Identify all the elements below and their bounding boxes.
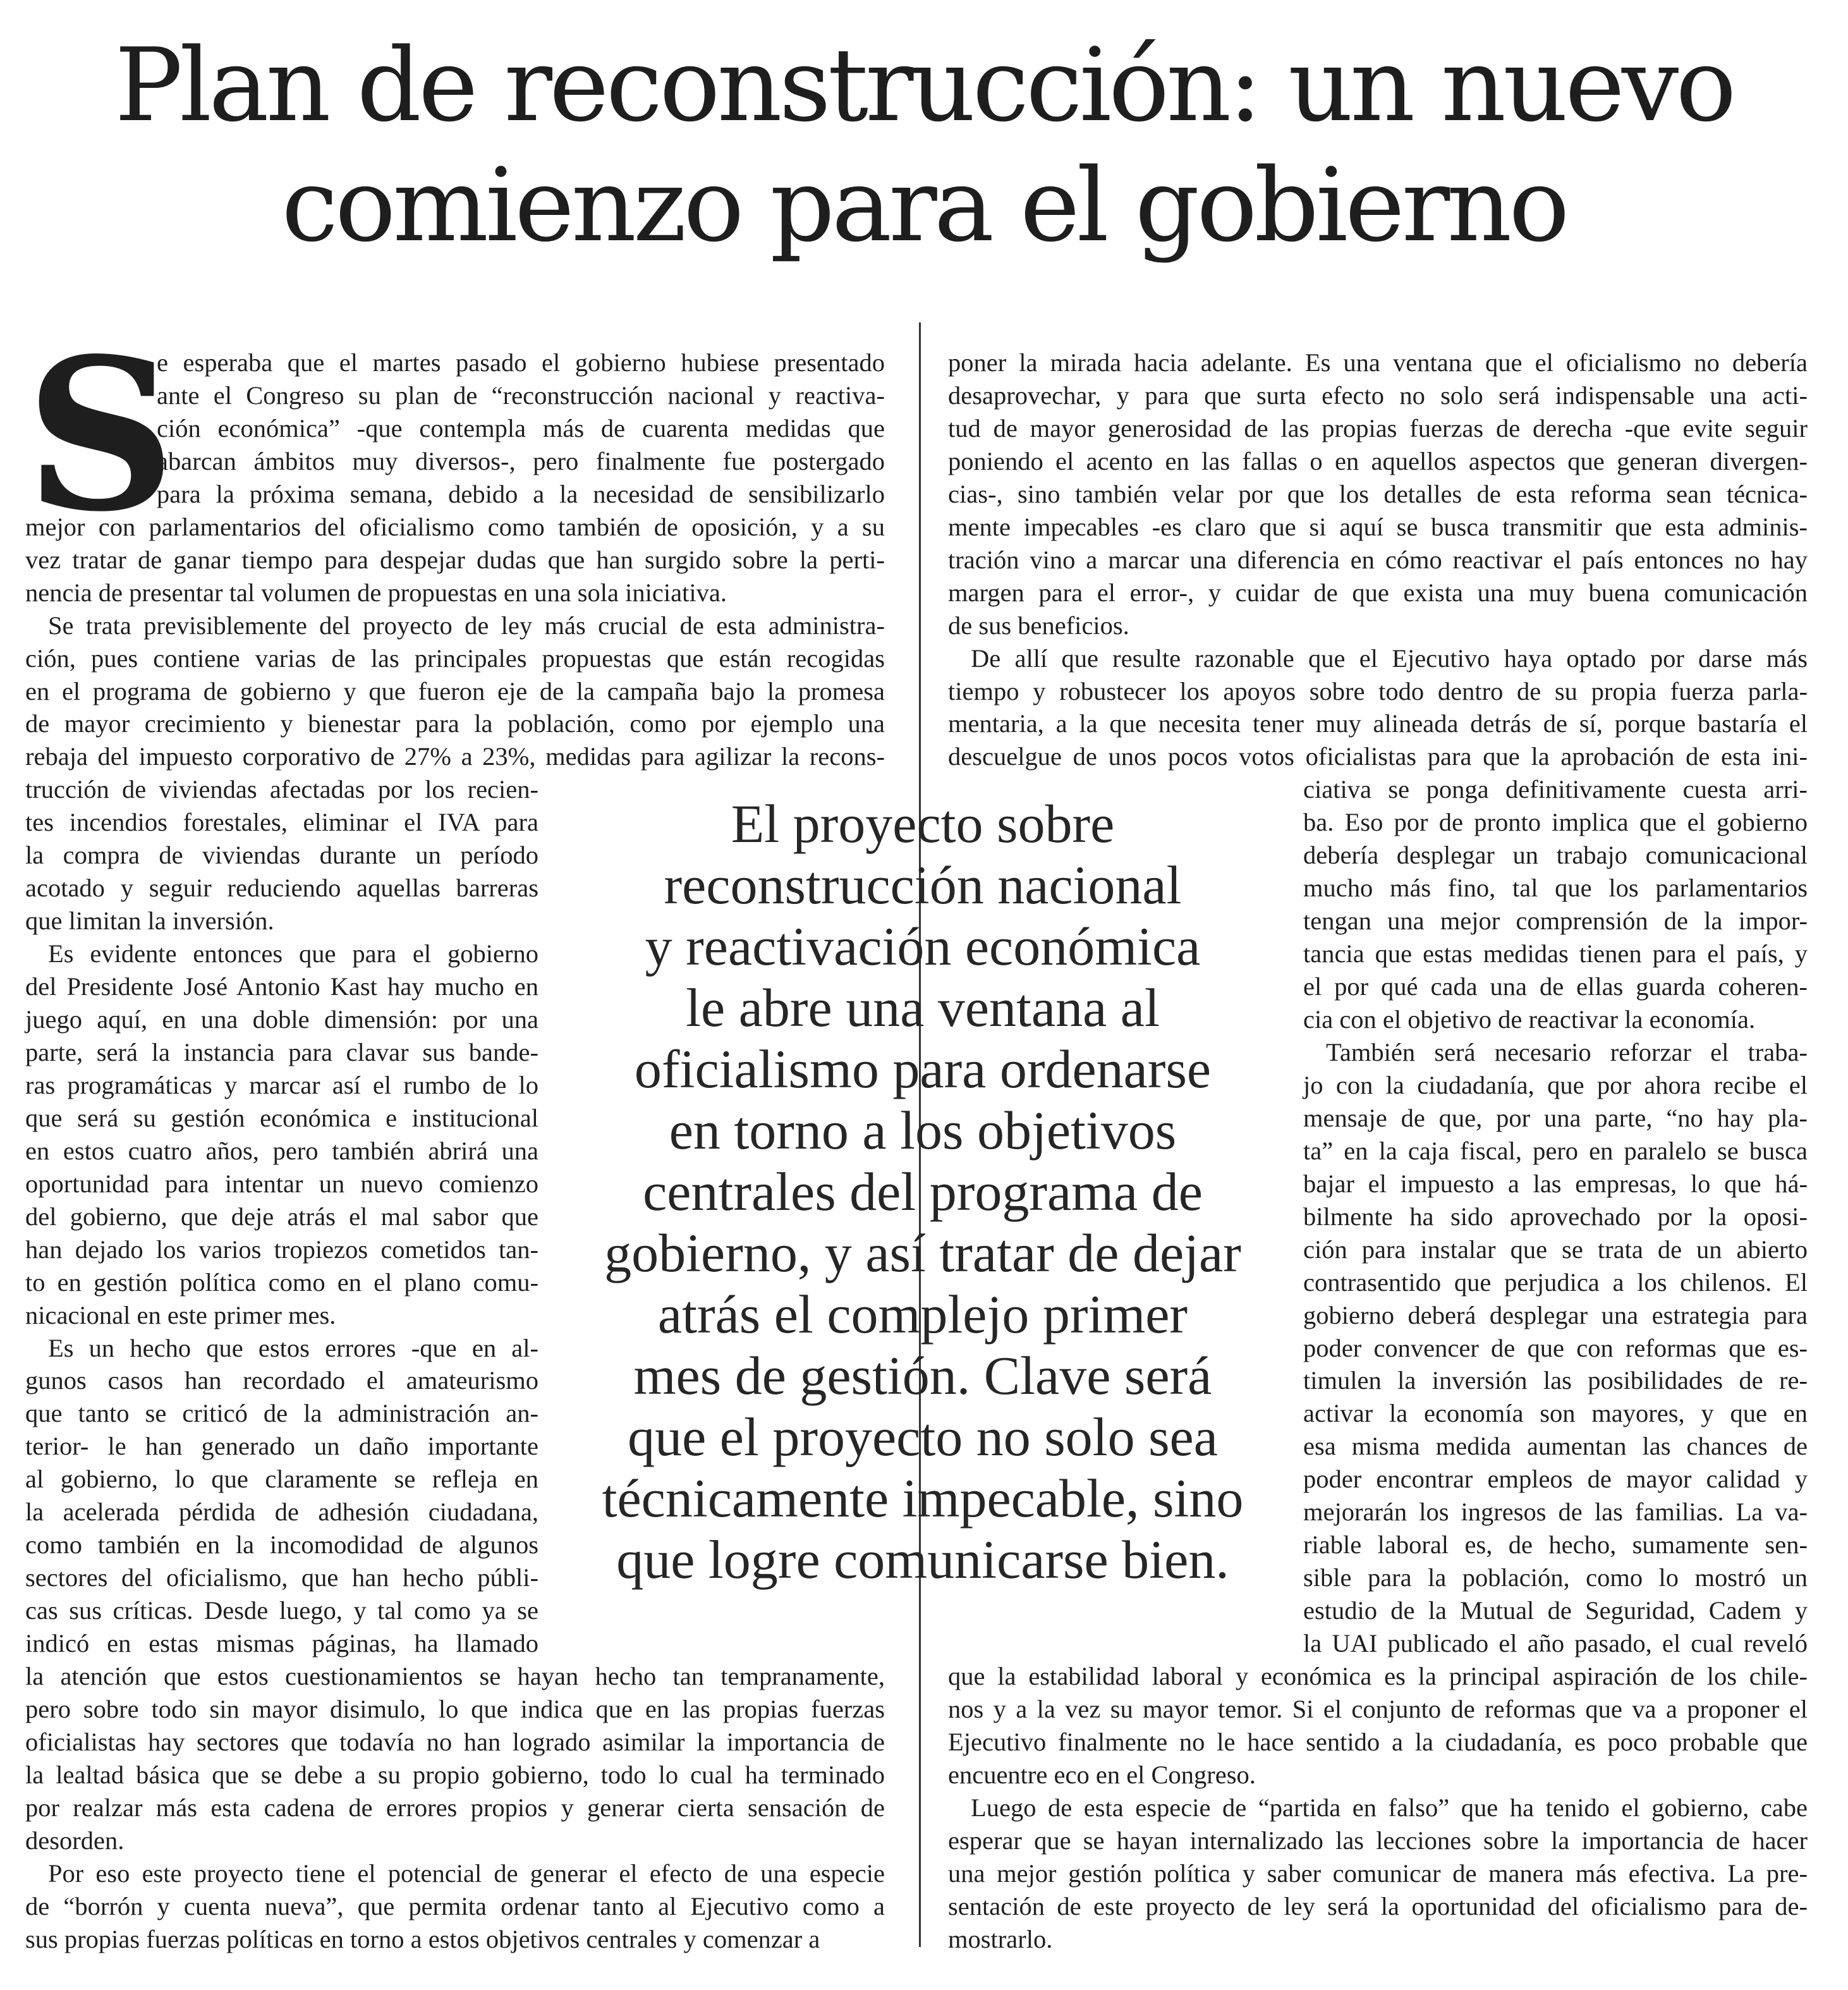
body-text-line: estudio de la Mutual de Seguridad, Cadem y xyxy=(1303,1596,1808,1625)
pull-quote-line: le abre una ventana al xyxy=(686,977,1160,1038)
body-text-line: jo con la ciudadanía, que por ahora recibe el xyxy=(1303,1070,1808,1099)
body-text-line: del Presidente José Antonio Kast hay mucho en xyxy=(25,972,538,1001)
body-text-line: mente impecables -es claro que si aquí se busca transmitir que esta adminis- xyxy=(948,512,1808,541)
body-text-line: pero sobre todo sin mayor disimulo, lo que indica que en las propias fuerzas xyxy=(25,1694,885,1723)
pull-quote-line: reconstrucción nacional xyxy=(664,855,1182,915)
body-text-line: mucho más fino, tal que los parlamentarios xyxy=(1303,874,1808,903)
body-text-line: e esperaba que el martes pasado el gobierno hubiese presentado xyxy=(157,348,885,377)
body-text-line: ante el Congreso su plan de “reconstrucción nacional y reactiva- xyxy=(157,381,885,410)
body-text-line: riable laboral es, de hecho, sumamente sen- xyxy=(1303,1530,1808,1560)
body-text-line: De allí que resulte razonable que el Ejecutivo haya optado por darse más xyxy=(971,644,1808,673)
pull-quote-line: en torno a los objetivos xyxy=(669,1100,1177,1161)
body-text-line: debería desplegar un trabajo comunicacional xyxy=(1303,841,1808,870)
body-text-line: cias-, sino también velar por que los detalles de esta reforma sean técnica- xyxy=(948,479,1808,508)
body-text-line: ción, pues contiene varias de las principales propuestas que están recogidas xyxy=(25,644,885,673)
body-text-line: mejor con parlamentarios del oficialismo como también de oposición, y a su xyxy=(25,512,885,541)
body-text-line: ción para instalar que se trata de un abierto xyxy=(1303,1235,1808,1264)
body-text-line: en estos cuatro años, pero también abrirá una xyxy=(25,1136,538,1165)
pull-quote-line: técnicamente impecable, sino xyxy=(602,1468,1244,1529)
body-text-line: esa misma medida aumentan las chances de xyxy=(1303,1432,1808,1461)
body-text-line: ba. Eso por de pronto implica que el gobierno xyxy=(1303,808,1808,837)
body-text-line: mentaria, a la que necesita tener muy alineada detrás de sí, porque bastaría el xyxy=(948,709,1808,738)
body-text-line: de mayor crecimiento y bienestar para la población, como por ejemplo una xyxy=(25,709,885,738)
pull-quote-line: gobierno, y así tratar de dejar xyxy=(604,1223,1241,1283)
body-text-line: juego aquí, en una doble dimensión: por una xyxy=(25,1005,538,1034)
body-text-line: nencia de presentar tal volumen de propuestas en una sola iniciativa. xyxy=(25,578,727,607)
body-text-line: sentación de este proyecto de ley será la oportunidad del oficialismo para de- xyxy=(948,1891,1808,1920)
body-text-line: activar la economía son mayores, y que en xyxy=(1303,1399,1808,1428)
body-text-line: tración vino a marcar una diferencia en cómo reactivar el país entonces no hay xyxy=(948,545,1808,574)
pull-quote-line: y reactivación económica xyxy=(645,916,1201,977)
body-text-line: sible para la población, como lo mostró un xyxy=(1303,1563,1808,1592)
body-text-line: desaprovechar, y para que surta efecto no solo será indispensable una acti- xyxy=(948,381,1808,410)
body-text-line: vez tratar de ganar tiempo para despejar dudas que han surgido sobre la perti- xyxy=(25,545,885,574)
pull-quote-line: mes de gestión. Clave será xyxy=(633,1345,1212,1406)
pull-quote-line: El proyecto sobre xyxy=(731,793,1115,854)
body-text-line: tengan una mejor comprensión de la impor- xyxy=(1303,906,1808,936)
body-text-line: También será necesario reforzar el traba- xyxy=(1326,1037,1808,1066)
body-text-line: oficialistas hay sectores que todavía no han logrado asimilar la importancia de xyxy=(25,1727,885,1756)
body-text-line: tes incendios forestales, eliminar el IVA para xyxy=(25,808,538,837)
pull-quote-line: atrás el complejo primer xyxy=(657,1284,1188,1345)
body-text-line: Luego de esta especie de “partida en falso” que ha tenido el gobierno, cabe xyxy=(971,1793,1808,1822)
body-text-line: desorden. xyxy=(25,1826,125,1855)
body-text-line: poder encontrar empleos de mayor calidad y xyxy=(1303,1465,1808,1494)
body-text-line: parte, será la instancia para clavar sus bande- xyxy=(25,1037,538,1066)
body-text-line: la acelerada pérdida de adhesión ciudadana, xyxy=(25,1498,538,1527)
body-text-line: cia con el objetivo de reactivar la economía. xyxy=(1303,1005,1756,1034)
body-text-line: ción económica” -que contempla más de cuarenta medidas que xyxy=(157,413,885,443)
body-text-line: indicó en estas mismas páginas, ha llamado xyxy=(25,1629,538,1658)
body-text-line: gunos casos han recordado el amateurismo xyxy=(25,1366,538,1395)
body-text-line: que tanto se criticó de la administración an- xyxy=(25,1399,538,1428)
body-text-line: tud de mayor generosidad de las propias fuerzas de derecha -que evite seguir xyxy=(948,413,1808,443)
headline-line: comienzo para el gobierno xyxy=(281,146,1567,264)
body-text-line: una mejor gestión política y saber comunicar de manera más efectiva. La pre- xyxy=(948,1859,1808,1888)
body-text-line: margen para el error-, y cuidar de que exista una muy buena comunicación xyxy=(948,578,1808,607)
body-text-line: nicacional en este primer mes. xyxy=(25,1300,336,1329)
body-text-line: mensaje de que, por una parte, “no hay pla- xyxy=(1303,1103,1808,1132)
body-text-line: la UAI publicado el año pasado, el cual reveló xyxy=(1303,1629,1808,1658)
body-text-line: poder convencer de que con reformas que es- xyxy=(1303,1333,1808,1362)
body-text-line: esperar que se hayan internalizado las lecciones sobre la importancia de hacer xyxy=(948,1826,1808,1855)
body-text-line: poniendo el acento en las fallas o en aquellos aspectos que generan divergen- xyxy=(948,446,1808,475)
body-text-line: mostrarlo. xyxy=(948,1924,1053,1953)
body-text-line: para la próxima semana, debido a la necesidad de sensibilizarlo xyxy=(157,479,885,508)
headline xyxy=(76,25,1772,266)
body-text-line: terior- le han generado un daño importante xyxy=(25,1432,538,1461)
body-text-line: cas sus críticas. Desde luego, y tal como ya se xyxy=(25,1596,538,1625)
body-text-line: han dejado los varios tropiezos cometidos tan- xyxy=(25,1235,538,1264)
body-text-line: nos y a la vez su mayor temor. Si el conjunto de reformas que va a proponer el xyxy=(948,1694,1808,1723)
body-text-line: trucción de viviendas afectadas por los recien- xyxy=(25,775,538,804)
pull-quote-line: oficialismo para ordenarse xyxy=(634,1039,1212,1099)
body-text-line: Ejecutivo finalmente no le hace sentido a la ciudadanía, es poco probable que xyxy=(948,1727,1808,1756)
body-text-line: del gobierno, que deje atrás el mal sabor que xyxy=(25,1202,538,1231)
body-text-line: oportunidad para intentar un nuevo comienzo xyxy=(25,1169,538,1198)
drop-cap: S xyxy=(25,312,176,558)
body-text-line: abarcan ámbitos muy diversos-, pero finalmente fue postergado xyxy=(157,446,885,475)
pull-quote xyxy=(550,793,1296,1590)
body-text-line: que limitan la inversión. xyxy=(25,906,274,936)
body-text-line: Es un hecho que estos errores -que en al- xyxy=(48,1333,538,1362)
body-text-line: timulen la inversión las posibilidades de re- xyxy=(1303,1366,1808,1395)
body-text-line: mejorarán los ingresos de las familias. La va- xyxy=(1303,1498,1808,1527)
body-text-line: sectores del oficialismo, que han hecho públi- xyxy=(25,1563,538,1592)
body-text-line: al gobierno, lo que claramente se refleja en xyxy=(25,1465,538,1494)
body-text-line: de “borrón y cuenta nueva”, que permita ordenar tanto al Ejecutivo como a xyxy=(25,1891,885,1920)
body-text-line: contrasentido que perjudica a los chilenos. El xyxy=(1303,1267,1808,1297)
body-text-line: ta” en la caja fiscal, pero en paralelo se busca xyxy=(1303,1136,1808,1165)
body-text-line: la compra de viviendas durante un período xyxy=(25,841,538,870)
body-text-line: bajar el impuesto a las empresas, lo que há- xyxy=(1303,1169,1808,1198)
body-text-line: descuelgue de unos pocos votos oficialistas para que la aprobación de esta ini- xyxy=(948,742,1808,771)
body-text-line: de sus beneficios. xyxy=(948,611,1129,640)
body-text-line: Por eso este proyecto tiene el potencial de generar el efecto de una especie xyxy=(48,1859,885,1888)
pull-quote-line: que el proyecto no solo sea xyxy=(628,1407,1218,1467)
body-text-line: la lealtad básica que se debe a su propio gobierno, todo lo cual ha terminado xyxy=(25,1760,885,1789)
body-text-line: el por qué cada una de ellas guarda coheren- xyxy=(1303,972,1808,1001)
body-text-line: to en gestión política como en el plano comu- xyxy=(25,1267,538,1297)
body-text-line: rebaja del impuesto corporativo de 27% a 23%, medidas para agilizar la recons- xyxy=(25,742,885,771)
body-text-line: Se trata previsiblemente del proyecto de ley más crucial de esta administra- xyxy=(48,611,885,640)
body-text-line: gobierno deberá desplegar una estrategia para xyxy=(1303,1300,1808,1329)
headline-line: Plan de reconstrucción: un nuevo xyxy=(114,26,1734,144)
body-text-line: que será su gestión económica e institucional xyxy=(25,1103,538,1132)
body-text-line: en el programa de gobierno y que fueron eje de la campaña bajo la promesa xyxy=(25,676,885,705)
body-text-line: por realzar más esta cadena de errores propios y generar cierta sensación de xyxy=(25,1793,885,1822)
body-text-line: encuentre eco en el Congreso. xyxy=(948,1760,1256,1789)
body-text-line: poner la mirada hacia adelante. Es una ventana que el oficialismo no debería xyxy=(948,348,1808,377)
body-text-line: bilmente ha sido aprovechado por la oposi- xyxy=(1303,1202,1808,1231)
body-text-line: que la estabilidad laboral y económica es la principal aspiración de los chile- xyxy=(948,1662,1808,1690)
pull-quote-line: que logre comunicarse bien. xyxy=(616,1529,1229,1590)
body-text-line: como también en la incomodidad de algunos xyxy=(25,1530,538,1560)
body-text-line: ciativa se ponga definitivamente cuesta arri- xyxy=(1303,775,1808,804)
body-text-line: sus propias fuerzas políticas en torno a estos objetivos centrales y comenzar a xyxy=(25,1924,820,1953)
body-text-line: tiempo y robustecer los apoyos sobre todo dentro de su propia fuerza parla- xyxy=(948,676,1808,705)
pull-quote-line: centrales del programa de xyxy=(643,1161,1203,1222)
body-text-line: ras programáticas y marcar así el rumbo de lo xyxy=(25,1070,538,1099)
body-text-line: Es evidente entonces que para el gobierno xyxy=(48,939,538,968)
body-text-line: la atención que estos cuestionamientos se hayan hecho tan tempranamente, xyxy=(25,1662,885,1690)
body-text-line: tancia que estas medidas tienen para el país, y xyxy=(1303,939,1808,968)
body-text-line: acotado y seguir reduciendo aquellas barreras xyxy=(25,874,538,903)
